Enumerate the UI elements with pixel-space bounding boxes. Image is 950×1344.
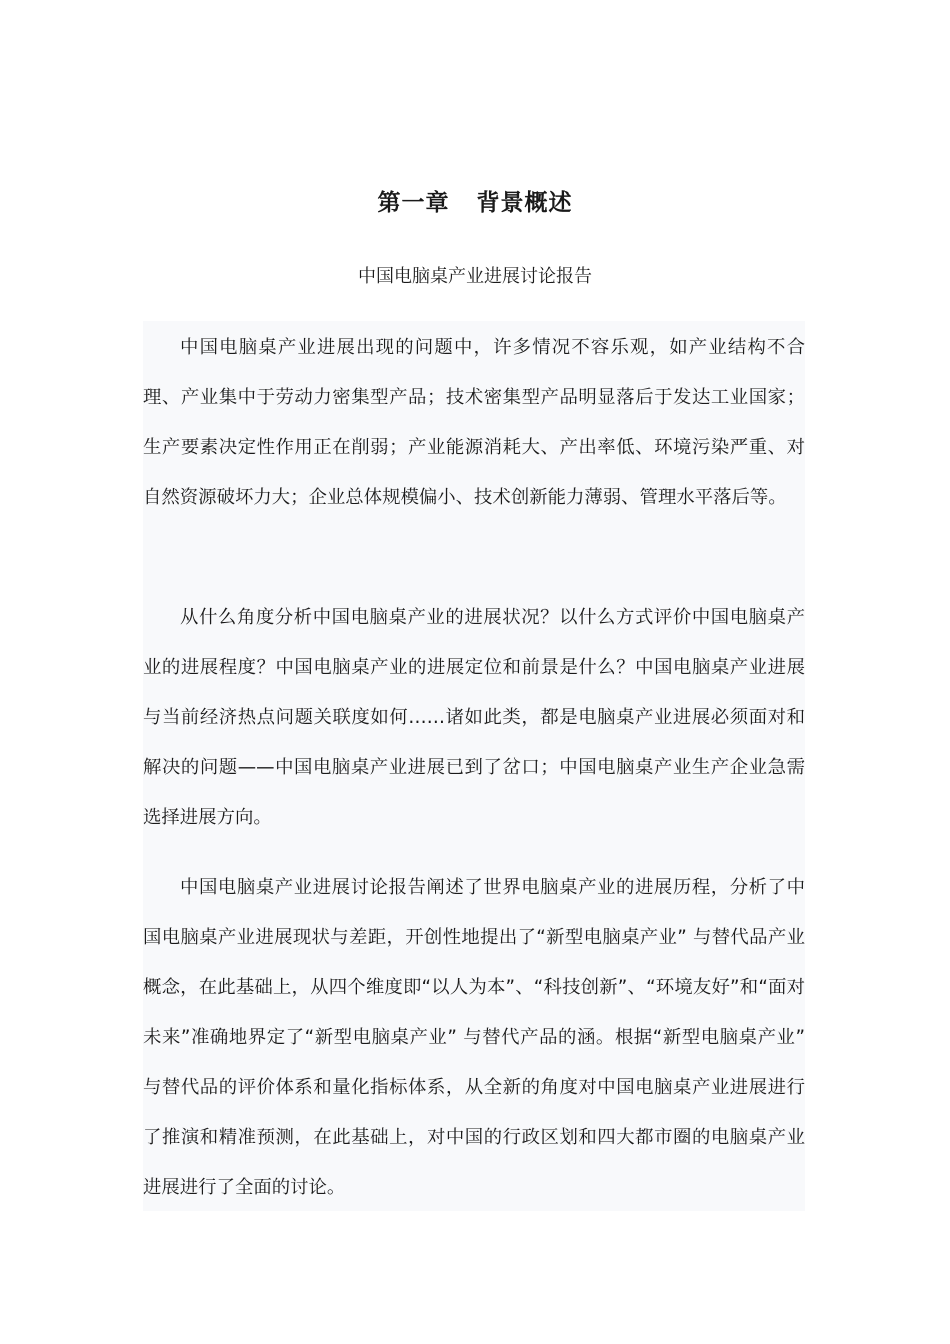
report-subtitle: 中国电脑桌产业进展讨论报告 (358, 266, 592, 287)
body-text-block (143, 321, 805, 1211)
paragraph-2: 从什么角度分析中国电脑桌产业的进展状况？以什么方式评价中国电脑桌产业的进展程度？中国电脑桌产业的进展定位和前景是什么？中国电脑桌产业进展与当前经济热点问题关联度如何……诸如此类，都是电脑桌产业进展必须面对和解决的问题——中国电脑桌产业进展已到了岔口；中国电脑桌产业生产企业急需选择进展方向。 (143, 607, 805, 828)
paragraph-3: 中国电脑桌产业进展讨论报告阐述了世界电脑桌产业的进展历程，分析了中国电脑桌产业进展现状与差距，开创性地提出了“新型电脑桌产业” 与替代品产业概念，在此基础上，从四个维度即“以人为本”、“科技创新”、“环境友好”和“面对未来”准确地界定了“新型电脑桌产业” 与替代产品的涵。根据“新型电脑桌产业” 与替代品的评价体系和量化指标体系，从全新的角度对中国电脑桌产业进展进行了推演和精准预测，在此基础上，对中国的行政区划和四大都市圈的电脑桌产业进展进行了全面的讨论。 (143, 877, 805, 1198)
chapter-title: 第一章 背景概述 (377, 190, 573, 216)
paragraph-1: 中国电脑桌产业进展出现的问题中，许多情况不容乐观，如产业结构不合理、产业集中于劳动力密集型产品；技术密集型产品明显落后于发达工业国家；生产要素决定性作用正在削弱；产业能源消耗大、产出率低、环境污染严重、对自然资源破坏力大；企业总体规模偏小、技术创新能力薄弱、管理水平落后等。 (143, 337, 805, 508)
